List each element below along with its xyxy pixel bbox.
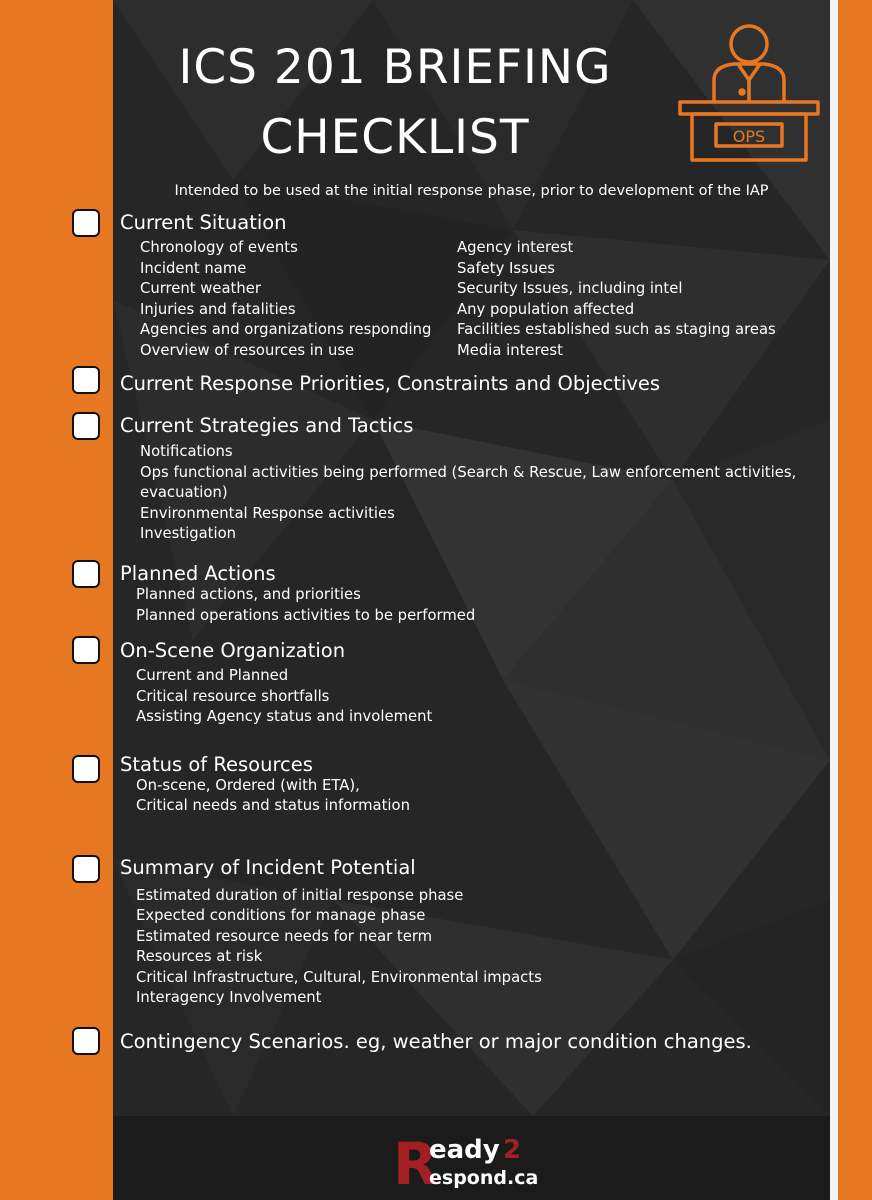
list-item: Assisting Agency status and involement [136,708,433,725]
list-item: Investigation [140,525,237,542]
page-subtitle: Intended to be used at the initial response phase, prior to development of the IAP [174,183,769,199]
right-orange-border [838,0,872,1200]
list-item: Critical resource shortfalls [136,688,330,705]
list-item: Planned operations activities to be performed [136,607,476,624]
list-item: Notifications [140,443,233,460]
section-title-potential: Summary of Incident Potential [120,856,416,879]
list-item: Ops functional activities being performed (Search & Rescue, Law enforcement activities, [140,464,797,481]
left-orange-border [0,0,113,1200]
ready2respond-logo [393,1128,573,1192]
list-item: Agencies and organizations responding [140,321,432,338]
checkbox-planned-actions[interactable] [72,560,100,588]
list-item: Expected conditions for manage phase [136,907,426,924]
list-item: Media interest [457,342,563,359]
list-item: Estimated duration of initial response phase [136,887,464,904]
svg-text:eady: eady [429,1135,500,1165]
list-item: Critical needs and status information [136,797,410,814]
list-item: Current and Planned [136,667,289,684]
list-item: Current weather [140,280,261,297]
section-title-priorities: Current Response Priorities, Constraints and Objectives [120,372,661,395]
list-item: Interagency Involvement [136,989,322,1006]
list-item: Security Issues, including intel [457,280,683,297]
checkbox-contingency[interactable] [72,1027,100,1055]
section-title-planned-actions: Planned Actions [120,562,276,585]
list-item: Any population affected [457,301,635,318]
section-title-contingency: Contingency Scenarios. eg, weather or major condition changes. [120,1030,752,1053]
list-item: Overview of resources in use [140,342,355,359]
checkbox-current-situation[interactable] [72,209,100,237]
list-item: Chronology of events [140,239,298,256]
list-item: Environmental Response activities [140,505,395,522]
ops-label: OPS [732,127,766,146]
ops-desk-person-icon [678,18,820,164]
list-item: Resources at risk [136,948,263,965]
checkbox-strategies[interactable] [72,412,100,440]
section-title-current-situation: Current Situation [120,211,287,234]
checkbox-on-scene[interactable] [72,636,100,664]
list-item: evacuation) [140,484,228,501]
section-title-on-scene: On-Scene Organization [120,639,346,662]
page-title-line1: ICS 201 BRIEFING [178,40,612,95]
list-item: Estimated resource needs for near term [136,928,433,945]
list-item: Incident name [140,260,247,277]
list-item: Planned actions, and priorities [136,586,361,603]
list-item: Facilities established such as staging areas [457,321,776,338]
list-item: Safety Issues [457,260,556,277]
checkbox-resources[interactable] [72,755,100,783]
section-title-resources: Status of Resources [120,753,313,776]
list-item: Injuries and fatalities [140,301,296,318]
svg-text:2: 2 [503,1135,522,1165]
checkbox-priorities[interactable] [72,366,100,394]
list-item: Agency interest [457,239,574,256]
section-title-strategies: Current Strategies and Tactics [120,414,414,437]
page-title-line2: CHECKLIST [260,110,530,165]
svg-text:espond.ca: espond.ca [429,1167,539,1189]
list-item: Critical Infrastructure, Cultural, Environmental impacts [136,969,542,986]
right-white-divider [830,0,838,1200]
svg-text:R: R [393,1130,438,1192]
list-item: On-scene, Ordered (with ETA), [136,777,360,794]
checkbox-potential[interactable] [72,855,100,883]
